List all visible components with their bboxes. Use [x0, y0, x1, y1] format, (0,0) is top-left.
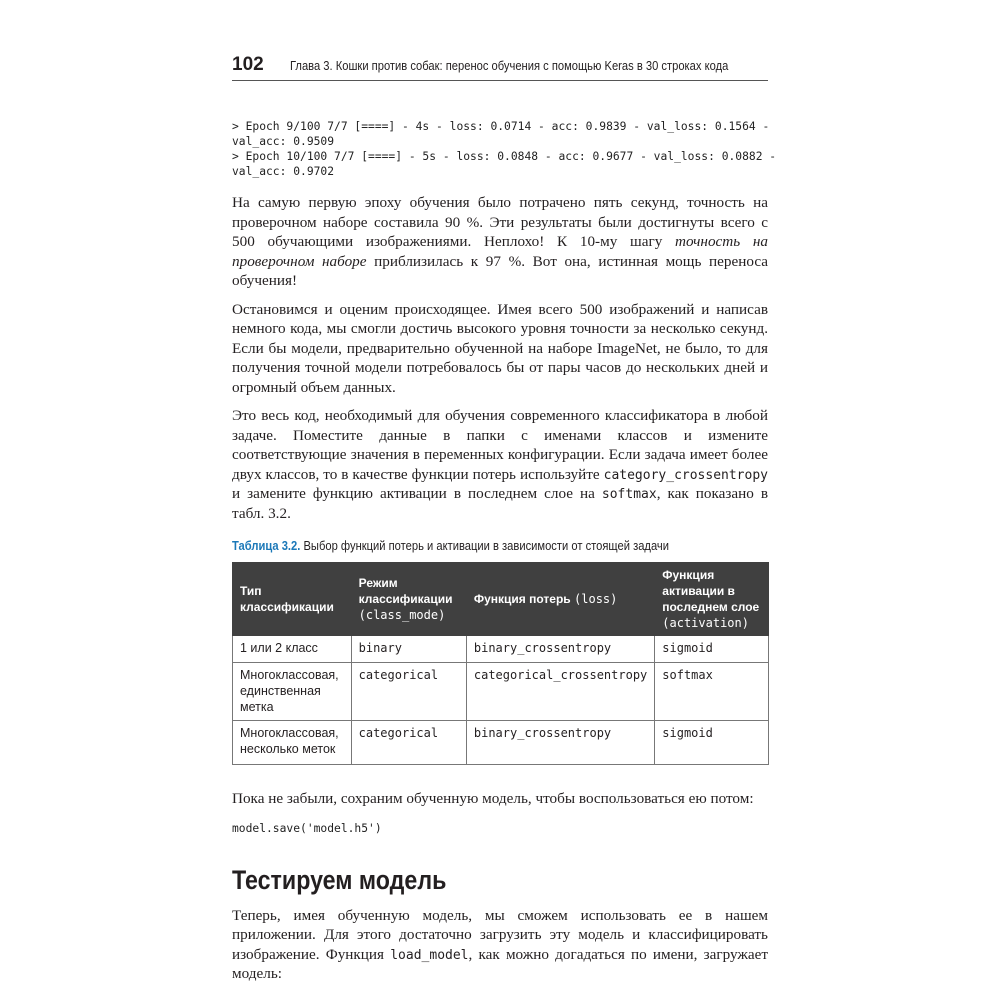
section-title: Тестируем модель — [232, 864, 447, 895]
col-header: Функция активации в последнем слое (activation) — [655, 563, 769, 636]
table-row: 1 или 2 класс binary binary_crossentropy sigmoid — [233, 636, 769, 663]
table-caption: Таблица 3.2. Выбор функций потерь и активации в зависимости от стоящей задачи — [232, 538, 669, 553]
paragraph-testing: Теперь, имея обученную модель, мы сможем использовать ее в нашем приложении. Для этого достаточно загрузить эту модель и классифицировать изображение. Функция load_model, как можно догадаться по имени, загружает модель: — [232, 906, 768, 982]
loss-activation-table — [232, 562, 769, 765]
col-header: Режим классификации (class_mode) — [351, 563, 466, 636]
table-header-row — [233, 563, 769, 636]
code-line: val_acc: 0.9509 — [232, 135, 335, 148]
paragraph-summary: Остановимся и оценим происходящее. Имея всего 500 изображений и написав немного кода, мы смогли достичь высокого уровня точности за несколько секунд. Если бы модели, предварительно обученной на наборе ImageNet, не было, то для получения точной модели потребовалось бы от пары часов до нескольких дней и огромный объем данных. — [232, 300, 768, 396]
paragraph-results: На самую первую эпоху обучения было потрачено пять секунд, точность на проверочном наборе составила 90 %. Эти результаты были достигнуты всего с 500 обучающими изображениями. Неплохо! К 10-му шагу точность на проверочном наборе приблизилась к 97 %. Вот она, истинная мощь переноса обучения! — [232, 194, 768, 289]
training-log-code — [232, 119, 777, 179]
col-header: Тип классификации — [233, 563, 352, 636]
page-number: 102 — [232, 54, 264, 75]
paragraph-save: Пока не забыли, сохраним обученную модель, чтобы воспользоваться ею потом: — [232, 790, 754, 807]
code-line: val_acc: 0.9702 — [232, 165, 335, 178]
code-line: > Epoch 10/100 7/7 [====] - 5s - loss: 0.0848 - acc: 0.9677 - val_loss: 0.0882 - — [232, 150, 777, 163]
save-model-code: model.save('model.h5') — [232, 821, 382, 835]
running-header — [232, 54, 768, 81]
chapter-title: Глава 3. Кошки против собак: перенос обучения с помощью Keras в 30 строках кода — [290, 58, 729, 73]
code-line: > Epoch 9/100 7/7 [====] - 4s - loss: 0.0714 - acc: 0.9839 - val_loss: 0.1564 - — [232, 120, 770, 133]
table-row: Многоклассовая, единственная метка categorical categorical_crossentropy softmax — [233, 663, 769, 721]
paragraph-instructions: Это весь код, необходимый для обучения современного классификатора в любой задаче. Поместите данные в папки с именами классов и измените соответствующие значения в переменных конфигурации. Если задача имеет более двух классов, то в качестве функции потерь используйте category_crossentropy и замените функцию активации в последнем слое на softmax, как показано в табл. 3.2. — [232, 407, 769, 522]
table-row: Многоклассовая, несколько меток categorical binary_crossentropy sigmoid — [233, 721, 769, 765]
col-header: Функция потерь (loss) — [466, 563, 654, 636]
